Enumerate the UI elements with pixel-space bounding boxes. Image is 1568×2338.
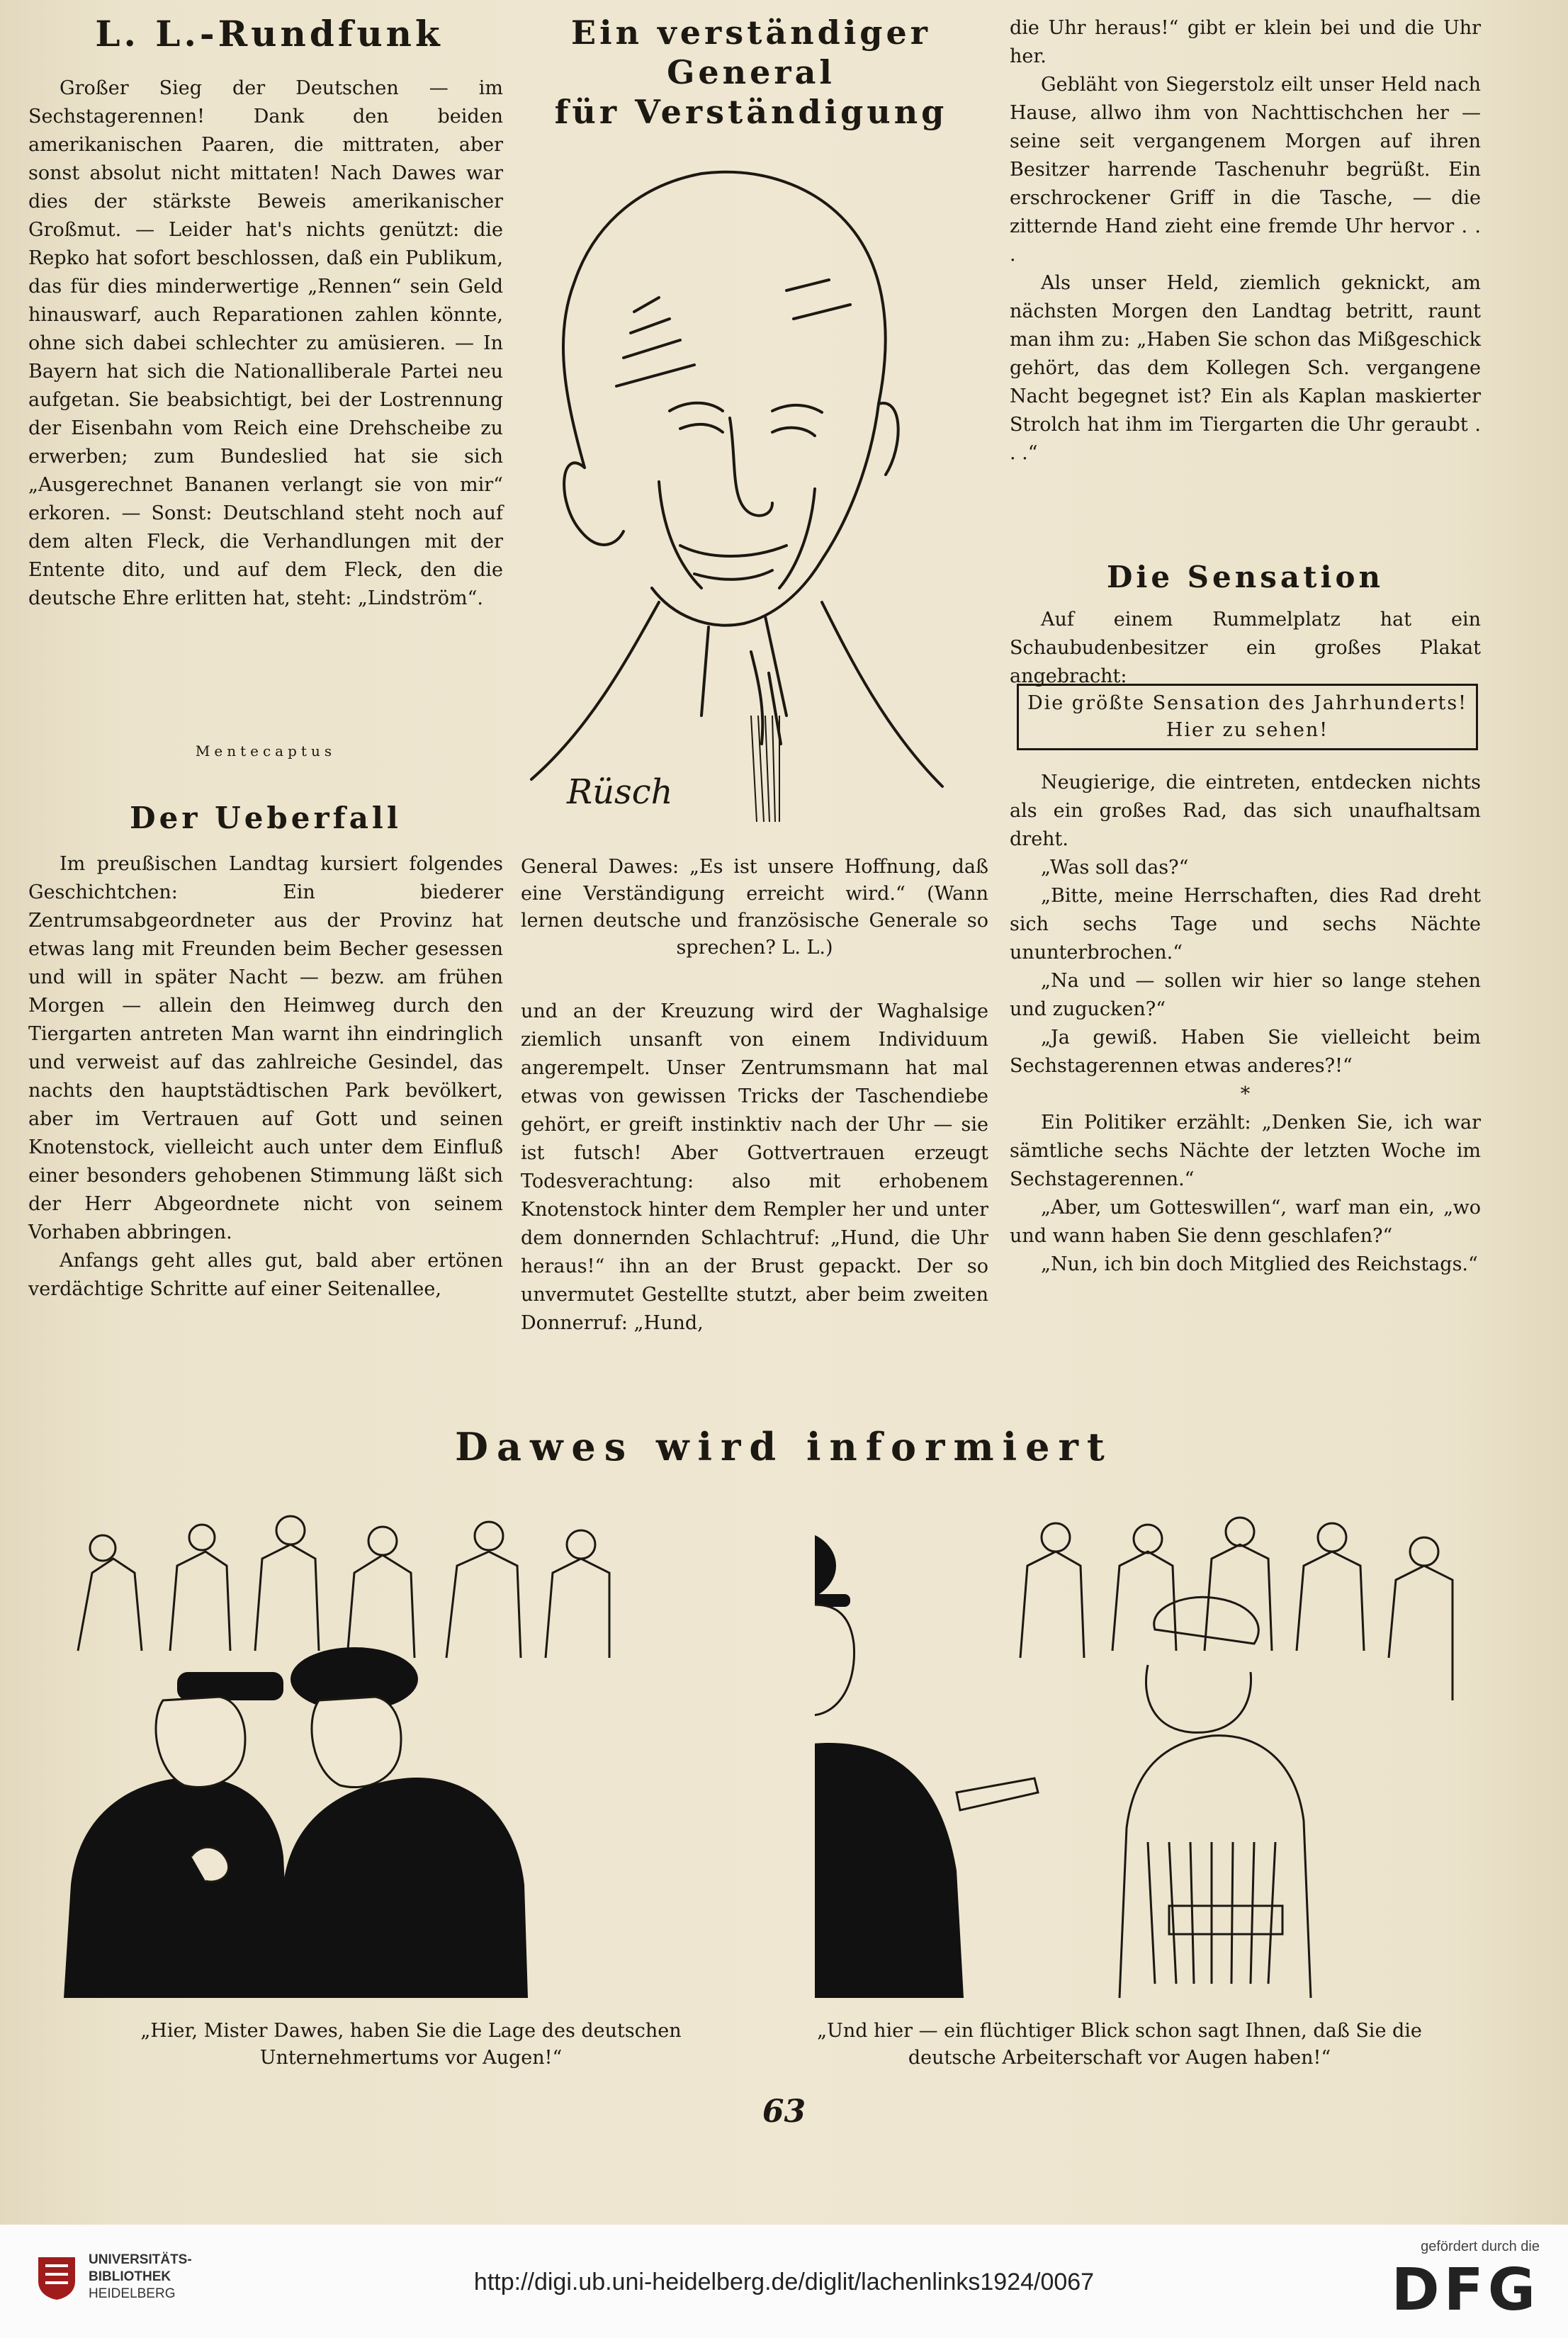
ueberfall-paragraph-5: Gebläht von Siegerstolz eilt unser Held nach Hause, allwo ihm von Nachttischchen her — seine seit vergangenem Morgen auf ihren Besitzer harrende Taschenuhr begrüßt. Ein erschrockener Griff in die Tasche, — die zitternde Hand zieht eine fremde Uhr hervor . . . [1010,74,1481,266]
sensation-paragraph-1: Auf einem Rummelplatz hat ein Schaubudenbesitzer ein großes Plakat angebracht: [1010,609,1481,687]
heading-ueberfall: Der Ueberfall [130,801,402,835]
plakat-box [1017,684,1478,750]
heading-general-line2: für Verständigung [554,93,948,131]
dfg-logo: DFG [1391,2257,1540,2324]
sensation-paragraph-4: „Bitte, meine Herrschaften, dies Rad dreht sich sechs Tage und sechs Nächte ununterbrochen.“ [1010,885,1481,964]
funded-by-label: gefördert durch die [1421,2239,1540,2254]
politiker-paragraph-2: „Aber, um Gotteswillen“, warf man ein, „wo und wann haben Sie denn geschlafen?“ [1010,1197,1481,1247]
plakat-line-2: Hier zu sehen! [1166,719,1329,741]
sensation-paragraph-6: „Ja gewiß. Haben Sie vielleicht beim Sechstagerennen etwas anderes?!“ [1010,1027,1481,1077]
page-number: 63 [762,2094,806,2130]
library-name-line3: HEIDELBERG [89,2286,176,2301]
ueberfall-article [28,850,503,1304]
ueberfall-paragraph-2: Anfangs geht alles gut, bald aber ertönen verdächtige Schritte auf einer Seitenallee, [28,1250,503,1300]
ueberfall-paragraph-6: Als unser Held, ziemlich geknickt, am nächsten Morgen den Landtag betritt, raunt man ihm zu: „Haben Sie schon das Mißgeschick gehört, das dem Kollegen Sch. vergangene Nacht begegnet ist? Ein als Kaplan maskierter Strolch hat ihm im Tiergarten die Uhr geraubt . . .“ [1010,272,1481,464]
politiker-paragraph-1: Ein Politiker erzählt: „Denken Sie, ich war sämtliche sechs Nächte der letzten Woche im Sechstagerennen.“ [1010,1112,1481,1190]
library-name-line2: BIBLIOTHEK [89,2269,171,2284]
sensation-article [1010,769,1481,1279]
ueberfall-end [1010,14,1481,468]
heading-dawes-informiert: Dawes wird informiert [455,1424,1113,1469]
sensation-paragraph-2: Neugierige, die eintreten, entdecken nichts als ein großes Rad, das sich unaufhaltsam dreht. [1010,772,1481,850]
cartoon-caption-left: „Hier, Mister Dawes, haben Sie die Lage des deutschen Unternehmertums vor Augen!“ [140,2020,682,2069]
ueberfall-paragraph-1: Im preußischen Landtag kursiert folgendes Geschichtchen: Ein biederer Zentrumsabgeordneter aus der Provinz hat etwas lang mit Freunden beim Becher gesessen und will in später Nacht — bezw. am frühen Morgen — allein den Heimweg durch den Tiergarten antreten Man warnt ihn eindringlich und verweist auf das zahlreiche Gesindel, das nachts den hauptstädtischen Park bevölkert, aber im Vertrauen auf Gott und seinen Knotenstock, vielleicht auch unter dem Einfluß einer besonders gehobenen Stimmung läßt sich der Herr Abgeordnete nicht von seinem Vorhaben abbringen. [28,853,503,1243]
source-url-link[interactable]: http://digi.ub.uni-heidelberg.de/diglit/lachenlinks1924/0067 [473,2269,1095,2295]
heading-rundfunk: L. L.-Rundfunk [95,13,444,55]
ueberfall-paragraph-3: und an der Kreuzung wird der Waghalsige ziemlich unsanft von einem Individuum angerempelt. Unser Zentrumsmann hat mal etwas von gewissen Tricks der Taschendiebe gehört, er greift instinktiv nach der Uhr — sie ist futsch! Aber Gottvertrauen erzeugt Todesverachtung: also mit erhobenem Knotenstock hinter dem Rempler her und unter dem donnernden Schlachtruf: „Hund, die Uhr heraus!“ ihn an der Brust gepackt. Der so unvermutet Gestellte stutzt, aber beim zweiten Donnerruf: „Hund, [521,1000,988,1334]
dawes-portrait-illustration [517,106,957,836]
library-name-line1: UNIVERSITÄTS- [89,2252,192,2267]
plakat-line-1: Die größte Sensation des Jahrhunderts! [1027,692,1468,714]
artist-signature: Rüsch [567,772,673,812]
ueberfall-paragraph-4: die Uhr heraus!“ gibt er klein bei und die Uhr her. [1010,17,1481,67]
cartoon-caption-right: „Und hier — ein flüchtiger Blick schon sagt Ihnen, daß Sie die deutsche Arbeiterschaft vor Augen haben!“ [817,2020,1422,2069]
rundfunk-article [28,74,503,613]
sensation-intro [1010,606,1481,691]
digitization-footer [0,2225,1568,2338]
politiker-paragraph-3: „Nun, ich bin doch Mitglied des Reichstags.“ [1041,1253,1478,1275]
rundfunk-paragraph: Großer Sieg der Deutschen — im Sechstagerennen! Dank den beiden amerikanischen Paaren, die mittraten, aber sonst absolut nicht mittaten! Nach Dawes war dies der stärkste Beweis amerikanischer Großmut. — Leider hat's nichts genützt: die Repko hat sofort beschlossen, daß ein Publikum, das für dies minderwertige „Rennen“ sein Geld hinauswarf, auch Reparationen zahlen könnte, ohne sich dabei schlechter zu amüsieren. — In Bayern hat sich die Nationalliberale Partei neu aufgetan. Sie beabsichtigt, bei der Lostrennung der Eisenbahn vom Reich eine Drehscheibe zu erwerben; zum Bundeslied hat sie sich „Ausgerechnet Bananen verlangt sie von mir“ erkoren. — Sonst: Deutschland steht noch auf dem alten Fleck, die Verhandlungen mit der Entente dito, und auf dem Fleck, den die deutsche Ehre erlitten hat, steht: „Lindström“. [28,77,503,609]
signature-mentecaptus: Mentecaptus [195,742,337,759]
heading-sensation: Die Sensation [1106,560,1384,594]
sensation-paragraph-3: „Was soll das?“ [1041,857,1189,879]
cartoon-right-panel [815,1488,1523,1998]
heading-general-line1: Ein verständiger General [571,13,931,91]
portrait-caption: General Dawes: „Es ist unsere Hoffnung, daß eine Verständigung erreicht wird.“ (Wann lernen deutsche und französische Generale so sprechen? L. L.) [521,856,988,959]
separator-star: * [1240,1083,1251,1105]
ueberfall-continued [521,998,988,1338]
sensation-paragraph-5: „Na und — sollen wir hier so lange stehen und zugucken?“ [1010,970,1481,1020]
cartoon-left-panel [50,1488,758,1998]
